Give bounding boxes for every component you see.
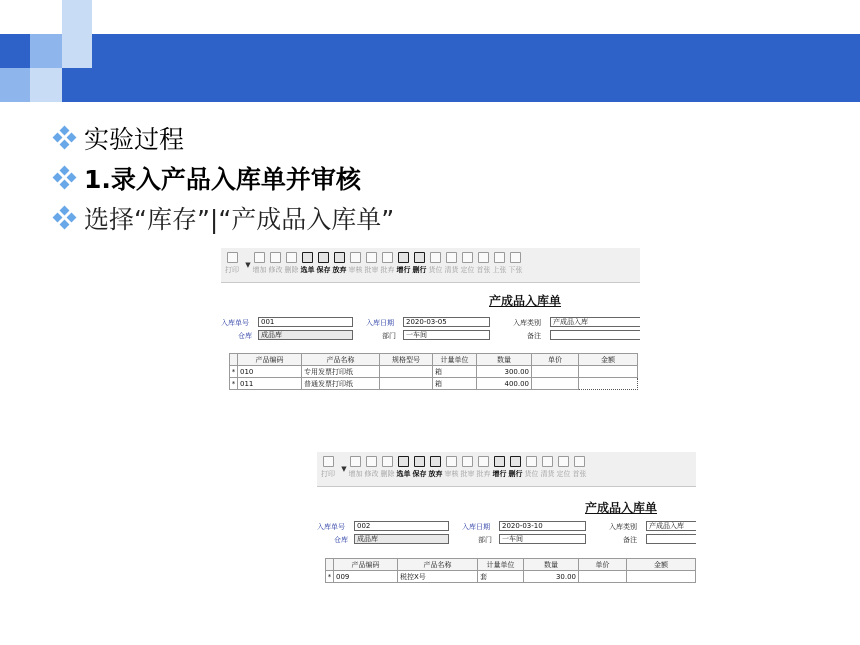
toolbar-label: 删除 <box>284 266 299 274</box>
diamond-bullet-icon <box>54 127 76 149</box>
table-row[interactable] <box>326 571 696 583</box>
table-cell[interactable]: 400.00 <box>477 378 532 390</box>
first-icon <box>478 252 489 263</box>
discard-icon <box>430 456 441 467</box>
toolbar-button[interactable] <box>508 248 523 281</box>
toolbar-button[interactable] <box>380 248 395 281</box>
table-cell[interactable]: 税控X号 <box>398 571 478 583</box>
warehouse-label: 仓库 <box>238 332 252 340</box>
table-cell[interactable]: 普通发票打印纸 <box>302 378 380 390</box>
form-title: 产成品入库单 <box>585 501 658 515</box>
toolbar-button[interactable] <box>300 248 315 281</box>
batch-audit-icon <box>462 456 473 467</box>
toolbar-button[interactable] <box>348 452 363 485</box>
toolbar-label: 放弃 <box>332 266 347 274</box>
diamond-bullet-icon <box>54 167 76 189</box>
toolbar-label: 批审 <box>364 266 379 274</box>
header-band <box>0 34 860 102</box>
table-cell[interactable]: 30.00 <box>524 571 579 583</box>
toolbar-label: 保存 <box>412 470 427 478</box>
print-dropdown-icon[interactable]: ▼ <box>245 260 251 269</box>
grid-header-cell: 产品名称 <box>398 559 478 571</box>
batch-audit-icon <box>366 252 377 263</box>
table-cell[interactable] <box>380 378 433 390</box>
audit-icon <box>350 252 361 263</box>
grid-header-cell: 金额 <box>627 559 696 571</box>
table-row[interactable] <box>230 378 638 390</box>
dept-field[interactable]: 一车间 <box>403 330 490 340</box>
grid-header-row <box>230 354 638 366</box>
add-row-icon <box>494 456 505 467</box>
save-icon <box>414 456 425 467</box>
grid-header-cell: 产品名称 <box>302 354 380 366</box>
bullet-item <box>54 118 394 158</box>
toolbar-button[interactable] <box>572 452 587 485</box>
toolbar-button[interactable] <box>348 248 363 281</box>
printer-icon <box>323 456 334 467</box>
toolbar-button[interactable] <box>396 248 411 281</box>
grid-header-cell <box>326 559 334 571</box>
date-label: 入库日期 <box>462 523 490 531</box>
table-cell[interactable] <box>380 366 433 378</box>
batch-discard-icon <box>382 252 393 263</box>
print-button[interactable] <box>317 452 339 485</box>
toolbar-button[interactable] <box>268 248 283 281</box>
toolbar-button[interactable] <box>364 452 379 485</box>
warehouse-label: 仓库 <box>334 536 348 544</box>
app-screenshot-2 <box>317 452 696 588</box>
product-grid <box>325 558 696 583</box>
bullet-item <box>54 198 394 238</box>
table-cell[interactable] <box>579 378 638 390</box>
toolbar-button[interactable] <box>332 248 347 281</box>
toolbar-label: 选单 <box>300 266 315 274</box>
dept-label: 部门 <box>478 536 492 544</box>
grid-header-cell <box>230 354 238 366</box>
toolbar-button[interactable] <box>524 452 539 485</box>
toolbar-label: 审核 <box>444 470 459 478</box>
grid-header-cell: 计量单位 <box>433 354 477 366</box>
table-cell[interactable]: 套 <box>478 571 524 583</box>
grid-header-row <box>326 559 696 571</box>
delete-icon <box>286 252 297 263</box>
grid-header-cell: 数量 <box>477 354 532 366</box>
discard-icon <box>334 252 345 263</box>
print-dropdown-icon[interactable]: ▼ <box>341 464 347 473</box>
delete-row-icon <box>414 252 425 263</box>
row-marker: * <box>230 378 238 390</box>
deco-square <box>30 68 62 102</box>
toolbar-button[interactable] <box>444 248 459 281</box>
grid-header-cell: 单价 <box>579 559 627 571</box>
toolbar-button[interactable] <box>444 452 459 485</box>
toolbar-button[interactable] <box>428 452 443 485</box>
dept-field[interactable]: 一车间 <box>499 534 586 544</box>
table-row[interactable] <box>230 366 638 378</box>
toolbar-label: 删行 <box>508 470 523 478</box>
grid-header-cell: 单价 <box>532 354 579 366</box>
table-cell[interactable]: 箱 <box>433 378 477 390</box>
toolbar-label: 打印 <box>225 266 239 274</box>
toolbar-button[interactable] <box>412 248 427 281</box>
date-field[interactable]: 2020-03-10 <box>499 521 586 531</box>
remark-field[interactable] <box>550 330 640 340</box>
date-field[interactable]: 2020-03-05 <box>403 317 490 327</box>
toolbar-label: 删行 <box>412 266 427 274</box>
grid-header-cell: 规格型号 <box>380 354 433 366</box>
bullet-item <box>54 158 394 198</box>
table-cell[interactable] <box>627 571 696 583</box>
toolbar-label: 增行 <box>396 266 411 274</box>
toolbar-button[interactable] <box>556 452 571 485</box>
table-cell[interactable] <box>532 378 579 390</box>
dept-label: 部门 <box>382 332 396 340</box>
toolbar-button[interactable] <box>540 452 555 485</box>
warehouse-field[interactable]: 成品库 <box>354 534 449 544</box>
table-cell[interactable]: 009 <box>334 571 398 583</box>
warehouse-field[interactable]: 成品库 <box>258 330 353 340</box>
print-button[interactable] <box>221 248 243 281</box>
add-icon <box>350 456 361 467</box>
toolbar-label: 增行 <box>492 470 507 478</box>
toolbar-label: 清货 <box>444 266 459 274</box>
toolbar-label: 增加 <box>348 470 363 478</box>
toolbar-label: 清货 <box>540 470 555 478</box>
row-marker: * <box>326 571 334 583</box>
toolbar-label: 删除 <box>380 470 395 478</box>
add-icon <box>254 252 265 263</box>
receipt-no-label: 入库单号 <box>221 319 249 327</box>
delete-row-icon <box>510 456 521 467</box>
toolbar-label: 首张 <box>572 470 587 478</box>
toolbar-label: 货位 <box>524 470 539 478</box>
audit-icon <box>446 456 457 467</box>
toolbar-button[interactable] <box>428 248 443 281</box>
type-label: 入库类别 <box>609 523 637 531</box>
clear-icon <box>446 252 457 263</box>
toolbar-label: 上张 <box>492 266 507 274</box>
table-cell[interactable]: 300.00 <box>477 366 532 378</box>
table-cell[interactable] <box>579 366 638 378</box>
receipt-no-field[interactable]: 001 <box>258 317 353 327</box>
locate-icon <box>462 252 473 263</box>
toolbar-label: 审核 <box>348 266 363 274</box>
toolbar-button[interactable] <box>316 248 331 281</box>
toolbar-button[interactable] <box>396 452 411 485</box>
clear-icon <box>542 456 553 467</box>
deco-square <box>62 34 92 68</box>
select-bill-icon <box>398 456 409 467</box>
remark-label: 备注 <box>527 332 541 340</box>
grid-header-cell: 计量单位 <box>478 559 524 571</box>
toolbar-label: 定位 <box>460 266 475 274</box>
table-cell[interactable]: 010 <box>238 366 302 378</box>
table-cell[interactable]: 专用发票打印纸 <box>302 366 380 378</box>
table-cell[interactable]: 011 <box>238 378 302 390</box>
toolbar-button[interactable] <box>508 452 523 485</box>
grid-header-cell: 产品编码 <box>334 559 398 571</box>
first-icon <box>574 456 585 467</box>
locate-icon <box>558 456 569 467</box>
toolbar-button[interactable] <box>476 452 491 485</box>
remark-label: 备注 <box>623 536 637 544</box>
toolbar-label: 下张 <box>508 266 523 274</box>
toolbar-button[interactable] <box>380 452 395 485</box>
remark-field[interactable] <box>646 534 696 544</box>
deco-square <box>62 0 92 34</box>
toolbar-button[interactable] <box>492 452 507 485</box>
toolbar-button[interactable] <box>252 248 267 281</box>
deco-square <box>30 34 62 68</box>
grid-header-cell: 数量 <box>524 559 579 571</box>
select-bill-icon <box>302 252 313 263</box>
grid-header-cell: 金额 <box>579 354 638 366</box>
save-icon <box>318 252 329 263</box>
toolbar-label: 货位 <box>428 266 443 274</box>
table-cell[interactable]: 箱 <box>433 366 477 378</box>
bullet-text: 1.录入产品入库单并审核 <box>84 165 361 194</box>
type-field[interactable]: 产成品入库 <box>550 317 640 327</box>
toolbar-button[interactable] <box>284 248 299 281</box>
location-icon <box>526 456 537 467</box>
table-cell[interactable] <box>579 571 627 583</box>
location-icon <box>430 252 441 263</box>
edit-icon <box>366 456 377 467</box>
form-title: 产成品入库单 <box>489 294 562 308</box>
prev-icon <box>494 252 505 263</box>
table-cell[interactable] <box>532 366 579 378</box>
next-icon <box>510 252 521 263</box>
row-marker: * <box>230 366 238 378</box>
toolbar <box>221 248 640 283</box>
receipt-no-label: 入库单号 <box>317 523 345 531</box>
toolbar-label: 批弃 <box>476 470 491 478</box>
bullet-text: 实验过程 <box>84 125 185 154</box>
deco-square <box>0 68 30 102</box>
edit-icon <box>270 252 281 263</box>
product-grid <box>229 353 638 390</box>
date-label: 入库日期 <box>366 319 394 327</box>
type-label: 入库类别 <box>513 319 541 327</box>
toolbar-label: 增加 <box>252 266 267 274</box>
toolbar-button[interactable] <box>460 452 475 485</box>
delete-icon <box>382 456 393 467</box>
toolbar-label: 打印 <box>321 470 335 478</box>
add-row-icon <box>398 252 409 263</box>
toolbar-button[interactable] <box>412 452 427 485</box>
toolbar-label: 定位 <box>556 470 571 478</box>
toolbar-label: 修改 <box>268 266 283 274</box>
diamond-bullet-icon <box>54 207 76 229</box>
toolbar-label: 批弃 <box>380 266 395 274</box>
batch-discard-icon <box>478 456 489 467</box>
toolbar-label: 保存 <box>316 266 331 274</box>
toolbar-label: 批审 <box>460 470 475 478</box>
toolbar-label: 选单 <box>396 470 411 478</box>
toolbar-button[interactable] <box>476 248 491 281</box>
bullet-list <box>54 118 394 238</box>
grid-header-cell: 产品编码 <box>238 354 302 366</box>
toolbar <box>317 452 696 487</box>
bullet-text: 选择“库存”|“产成品入库单” <box>84 205 395 234</box>
toolbar-button[interactable] <box>492 248 507 281</box>
toolbar-button[interactable] <box>460 248 475 281</box>
printer-icon <box>227 252 238 263</box>
toolbar-label: 首张 <box>476 266 491 274</box>
toolbar-button[interactable] <box>364 248 379 281</box>
toolbar-label: 修改 <box>364 470 379 478</box>
receipt-no-field[interactable]: 002 <box>354 521 449 531</box>
type-field[interactable]: 产成品入库 <box>646 521 696 531</box>
app-screenshot-1 <box>221 248 640 397</box>
toolbar-label: 放弃 <box>428 470 443 478</box>
